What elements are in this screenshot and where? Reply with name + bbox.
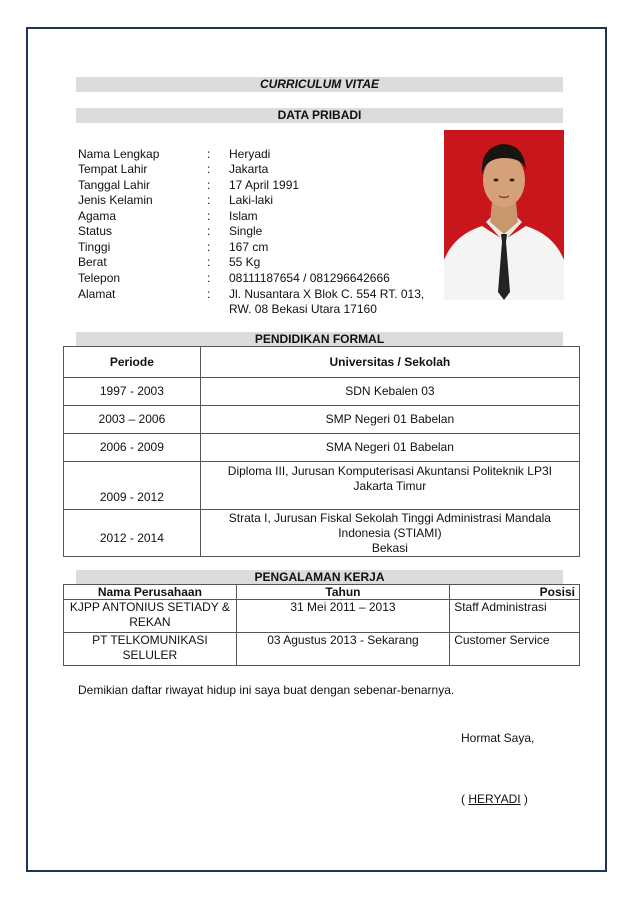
- field-value: Jl. Nusantara X Blok C. 554 RT. 013,: [229, 287, 425, 301]
- school-line: SDN Kebalen 03: [345, 384, 435, 398]
- table-row: [64, 378, 580, 406]
- table-row: [64, 434, 580, 462]
- field-colon: :: [207, 147, 211, 161]
- profile-photo: [444, 130, 564, 300]
- field-value: 167 cm: [229, 240, 269, 254]
- field-value: Heryadi: [229, 147, 271, 161]
- school-line: Jakarta Timur: [353, 479, 427, 493]
- school-cell: [200, 378, 579, 406]
- periode-cell: 1997 - 2003: [64, 378, 201, 406]
- field-value: 17 April 1991: [229, 178, 300, 192]
- field-colon: :: [207, 255, 211, 269]
- education-header-row: [64, 347, 580, 378]
- company-cell: [64, 600, 237, 633]
- field-label: Telepon: [78, 271, 121, 285]
- field-colon: :: [207, 224, 211, 238]
- company-line: REKAN: [129, 615, 171, 629]
- field-label: Alamat: [78, 287, 116, 301]
- field-value: Islam: [229, 209, 258, 223]
- closing-statement: Demikian daftar riwayat hidup ini saya buat dengan sebenar-benarnya.: [78, 683, 455, 697]
- signature-block: [461, 792, 528, 806]
- school-line: Diploma III, Jurusan Komputerisasi Akuntansi Politeknik LP3I: [227, 464, 552, 478]
- column-header-position: Posisi: [450, 585, 580, 600]
- periode-cell: 2003 – 2006: [64, 406, 201, 434]
- year-cell: 03 Agustus 2013 - Sekarang: [236, 633, 449, 666]
- signature-open: (: [461, 792, 469, 806]
- field-value: 55 Kg: [229, 255, 261, 269]
- field-value: Laki-laki: [229, 193, 274, 207]
- field-label: Berat: [78, 255, 107, 269]
- field-colon: :: [207, 162, 211, 176]
- signature-close: ): [520, 792, 528, 806]
- table-row: [64, 406, 580, 434]
- section-work-heading: PENGALAMAN KERJA: [76, 570, 563, 585]
- school-line: Indonesia (STIAMI): [338, 526, 442, 540]
- column-header-company: Nama Perusahaan: [64, 585, 237, 600]
- field-label: Tempat Lahir: [78, 162, 148, 176]
- field-value: 08111187654 / 081296642666: [229, 271, 390, 285]
- field-colon: :: [207, 178, 211, 192]
- work-table: [63, 584, 580, 666]
- school-cell: [200, 434, 579, 462]
- year-cell: 31 Mei 2011 – 2013: [236, 600, 449, 633]
- periode-cell: 2012 - 2014: [64, 510, 201, 557]
- field-colon: :: [207, 240, 211, 254]
- school-cell: [200, 406, 579, 434]
- school-line: Strata I, Jurusan Fiskal Sekolah Tinggi Administrasi Mandala: [228, 511, 551, 525]
- school-line: SMP Negeri 01 Babelan: [325, 412, 455, 426]
- company-line: SELULER: [122, 648, 178, 662]
- periode-cell: 2009 - 2012: [64, 462, 201, 510]
- column-header-year: Tahun: [236, 585, 449, 600]
- periode-cell: 2006 - 2009: [64, 434, 201, 462]
- cv-title: CURRICULUM VITAE: [76, 77, 563, 92]
- position-cell: Staff Administrasi: [450, 600, 580, 633]
- company-cell: [64, 633, 237, 666]
- field-value: RW. 08 Bekasi Utara 17160: [229, 302, 377, 316]
- field-label: Jenis Kelamin: [78, 193, 153, 207]
- field-colon: :: [207, 287, 211, 301]
- education-table: [63, 346, 580, 557]
- school-line: SMA Negeri 01 Babelan: [325, 440, 454, 454]
- field-label: Agama: [78, 209, 117, 223]
- field-label: Tanggal Lahir: [78, 178, 151, 192]
- signoff: Hormat Saya,: [461, 731, 535, 745]
- section-education-heading: PENDIDIKAN FORMAL: [76, 332, 563, 347]
- table-row: [64, 633, 580, 666]
- field-value: Jakarta: [229, 162, 269, 176]
- section-personal-heading: DATA PRIBADI: [76, 108, 563, 123]
- field-colon: :: [207, 271, 211, 285]
- school-cell: [200, 462, 579, 510]
- table-row: [64, 510, 580, 557]
- table-row: [64, 600, 580, 633]
- field-value: Single: [229, 224, 263, 238]
- position-cell: Customer Service: [450, 633, 580, 666]
- company-line: PT TELKOMUNIKASI: [92, 633, 208, 647]
- field-colon: :: [207, 193, 211, 207]
- field-label: Status: [78, 224, 113, 238]
- work-header-row: [64, 585, 580, 600]
- field-label: Tinggi: [78, 240, 111, 254]
- field-label: Nama Lengkap: [78, 147, 160, 161]
- column-header-periode: Periode: [64, 347, 201, 378]
- signature-name: HERYADI: [468, 792, 521, 806]
- school-line: Bekasi: [371, 541, 408, 555]
- school-cell: [200, 510, 579, 557]
- column-header-school: Universitas / Sekolah: [200, 347, 579, 378]
- table-row: [64, 462, 580, 510]
- company-line: KJPP ANTONIUS SETIADY &: [69, 600, 230, 614]
- field-colon: :: [207, 209, 211, 223]
